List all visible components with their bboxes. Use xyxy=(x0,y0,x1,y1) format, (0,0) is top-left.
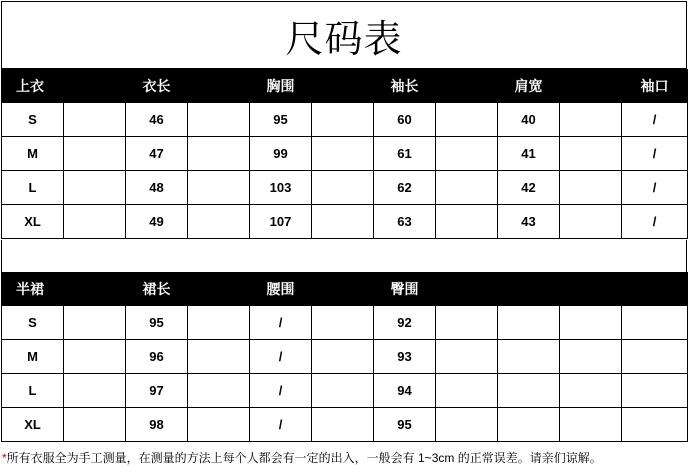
header-cell: 袖口 xyxy=(622,70,688,103)
table-cell: / xyxy=(622,103,688,137)
header-cell xyxy=(188,273,250,306)
table-cell: 46 xyxy=(126,103,188,137)
table-cell xyxy=(188,340,250,374)
table-cell xyxy=(312,340,374,374)
table-cell xyxy=(498,374,560,408)
table-cell xyxy=(312,171,374,205)
table-cell xyxy=(64,205,126,239)
table-cell xyxy=(622,408,688,442)
table-cell: 95 xyxy=(374,408,436,442)
table-cell xyxy=(560,137,622,171)
table-cell: / xyxy=(622,205,688,239)
table-cell xyxy=(436,205,498,239)
table-cell xyxy=(560,103,622,137)
table-cell: / xyxy=(622,137,688,171)
header-cell xyxy=(64,273,126,306)
table-row xyxy=(2,374,688,408)
table-row xyxy=(2,171,688,205)
header-cell: 袖长 xyxy=(374,70,436,103)
table-row xyxy=(2,340,688,374)
table-row xyxy=(2,205,688,239)
header-cell: 上衣 xyxy=(2,70,64,103)
size-label: XL xyxy=(2,205,64,239)
size-label: XL xyxy=(2,408,64,442)
table-cell xyxy=(436,306,498,340)
table-cell: 49 xyxy=(126,205,188,239)
table-cell xyxy=(64,171,126,205)
size-label: L xyxy=(2,374,64,408)
table-cell xyxy=(64,340,126,374)
table-row xyxy=(2,306,688,340)
table-cell: 62 xyxy=(374,171,436,205)
table-cell xyxy=(64,137,126,171)
size-label: S xyxy=(2,306,64,340)
top-table-header xyxy=(2,70,688,103)
table-cell xyxy=(436,103,498,137)
table-cell xyxy=(498,306,560,340)
table-cell xyxy=(560,374,622,408)
table-cell xyxy=(188,306,250,340)
table-cell: 94 xyxy=(374,374,436,408)
size-label: M xyxy=(2,340,64,374)
table-cell xyxy=(560,205,622,239)
table-cell xyxy=(64,306,126,340)
table-cell xyxy=(436,340,498,374)
table-cell xyxy=(188,137,250,171)
table-cell: 96 xyxy=(126,340,188,374)
table-cell: 47 xyxy=(126,137,188,171)
table-cell xyxy=(188,103,250,137)
table-row xyxy=(2,137,688,171)
header-cell: 衣长 xyxy=(126,70,188,103)
header-cell xyxy=(436,70,498,103)
table-cell: / xyxy=(250,306,312,340)
table-cell xyxy=(436,137,498,171)
table-cell xyxy=(560,340,622,374)
header-cell xyxy=(436,273,498,306)
header-cell xyxy=(498,273,560,306)
table-cell xyxy=(188,171,250,205)
table-cell: 95 xyxy=(126,306,188,340)
table-cell xyxy=(312,137,374,171)
table-spacer xyxy=(1,240,687,272)
header-cell xyxy=(64,70,126,103)
table-cell: 92 xyxy=(374,306,436,340)
skirt-table-header xyxy=(2,273,688,306)
table-cell: / xyxy=(250,374,312,408)
size-label: S xyxy=(2,103,64,137)
table-row xyxy=(2,408,688,442)
header-cell: 胸围 xyxy=(250,70,312,103)
table-cell xyxy=(64,374,126,408)
table-cell xyxy=(560,306,622,340)
measurement-note xyxy=(2,449,602,467)
table-cell: 43 xyxy=(498,205,560,239)
table-cell xyxy=(436,171,498,205)
top-size-table xyxy=(1,69,688,239)
table-cell: 41 xyxy=(498,137,560,171)
table-cell xyxy=(560,408,622,442)
header-cell xyxy=(560,273,622,306)
table-cell xyxy=(622,340,688,374)
size-chart-title: 尺码表 xyxy=(1,1,687,69)
table-cell xyxy=(312,103,374,137)
header-cell xyxy=(188,70,250,103)
table-cell: / xyxy=(622,171,688,205)
table-cell xyxy=(436,408,498,442)
table-cell xyxy=(64,103,126,137)
table-cell xyxy=(498,408,560,442)
table-cell xyxy=(188,205,250,239)
size-label: L xyxy=(2,171,64,205)
table-cell xyxy=(64,408,126,442)
table-cell: 98 xyxy=(126,408,188,442)
table-cell xyxy=(436,374,498,408)
table-cell xyxy=(312,306,374,340)
header-cell xyxy=(622,273,688,306)
header-cell: 裙长 xyxy=(126,273,188,306)
table-cell xyxy=(312,374,374,408)
header-cell xyxy=(312,70,374,103)
note-text: 所有衣服全为手工测量，在测量的方法上每个人都会有一定的出入，一般会有 1~3cm 的正常误差。请亲们谅解。 xyxy=(6,451,602,465)
skirt-size-table xyxy=(1,272,688,442)
table-cell: 61 xyxy=(374,137,436,171)
table-cell xyxy=(560,171,622,205)
table-cell xyxy=(188,408,250,442)
table-cell: 40 xyxy=(498,103,560,137)
header-cell: 肩宽 xyxy=(498,70,560,103)
note-asterisk: * xyxy=(2,451,7,465)
table-cell: / xyxy=(250,408,312,442)
table-cell: 48 xyxy=(126,171,188,205)
table-cell: 63 xyxy=(374,205,436,239)
table-cell: 95 xyxy=(250,103,312,137)
header-cell: 半裙 xyxy=(2,273,64,306)
header-cell: 臀围 xyxy=(374,273,436,306)
table-cell: 107 xyxy=(250,205,312,239)
header-cell xyxy=(560,70,622,103)
table-cell: 99 xyxy=(250,137,312,171)
table-cell: / xyxy=(250,340,312,374)
table-cell xyxy=(622,374,688,408)
table-cell xyxy=(312,205,374,239)
table-cell xyxy=(188,374,250,408)
table-cell xyxy=(498,340,560,374)
header-cell xyxy=(312,273,374,306)
table-row xyxy=(2,103,688,137)
table-cell xyxy=(622,306,688,340)
header-cell: 腰围 xyxy=(250,273,312,306)
table-cell: 42 xyxy=(498,171,560,205)
table-cell: 60 xyxy=(374,103,436,137)
table-cell xyxy=(312,408,374,442)
table-cell: 97 xyxy=(126,374,188,408)
size-label: M xyxy=(2,137,64,171)
table-cell: 93 xyxy=(374,340,436,374)
table-cell: 103 xyxy=(250,171,312,205)
